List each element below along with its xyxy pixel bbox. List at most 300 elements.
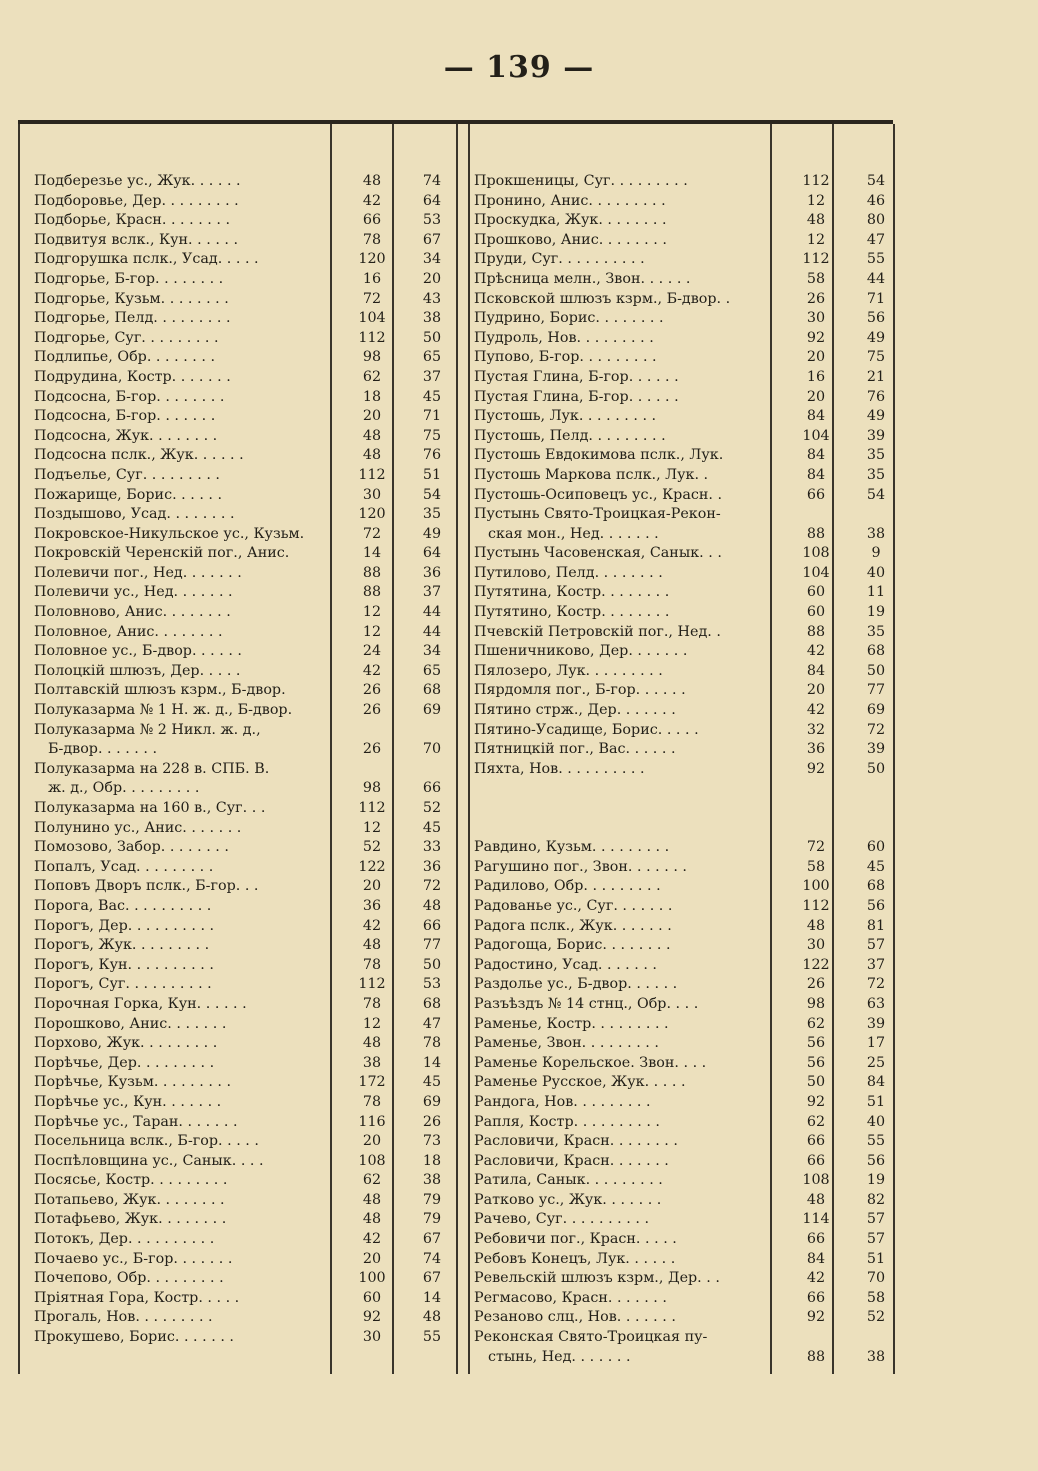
value-second: 44 [422,623,442,640]
place-name [34,1093,334,1113]
place-name [34,388,334,408]
place-name-line: Порога, Вас. . . . . . . . . . [34,897,212,914]
value-second: 9 [871,545,881,562]
place-name [474,740,774,760]
value-first: 12 [806,192,826,209]
place-name [474,721,774,741]
value-second: 17 [866,1035,886,1052]
place-name-line: Рачево, Суг. . . . . . . . . . [474,1211,649,1228]
table-row [474,701,894,721]
value-first: 30 [362,486,382,503]
place-name [34,1132,334,1152]
page-number: — 139 — [443,50,595,85]
place-name [474,583,774,603]
table-row [34,1289,454,1309]
value-second: 49 [866,329,886,346]
place-name-line: Подвитуя вслк., Кун. . . . . . [34,231,239,248]
value-first: 24 [362,643,382,660]
value-first: 100 [358,1270,386,1287]
value-first: 92 [806,1309,826,1326]
value-second: 79 [422,1211,442,1228]
table-row [474,1210,894,1230]
table-row [474,1308,894,1328]
place-name-line: Рандога, Нов. . . . . . . . . [474,1093,651,1110]
value-first: 112 [802,173,830,189]
value-first: 84 [806,662,826,679]
place-name [34,211,334,231]
value-second: 84 [866,1074,886,1091]
value-second: 69 [866,702,886,719]
value-first: 116 [358,1113,386,1130]
place-name [34,1210,334,1230]
table-row [34,877,454,897]
place-name [474,858,774,878]
place-name-line: Покровское-Никульское ус., Кузьм. [34,525,305,542]
table-row [34,858,454,878]
table-row [474,1093,894,1113]
value-first: 88 [362,584,382,601]
table-row [34,838,454,858]
place-name [474,603,774,623]
place-name [34,721,334,760]
value-second: 34 [422,251,442,268]
place-name [34,897,334,917]
table-row [34,172,454,192]
value-first: 104 [358,310,386,327]
value-second: 76 [422,447,442,464]
place-name [34,1328,334,1348]
value-second: 39 [866,427,886,444]
table-row [474,446,894,466]
table-row [474,564,894,584]
value-second: 48 [422,1309,442,1326]
place-name-line: Подгорье, Суг. . . . . . . . . [34,329,219,346]
table-row [34,642,454,662]
place-name-line: Подборовье, Дер. . . . . . . . . [34,192,239,209]
value-second: 78 [422,1035,442,1052]
place-name [34,642,334,662]
table-row [34,623,454,643]
value-first: 26 [806,976,826,993]
place-name [474,1034,774,1054]
place-name-line: Пустошь, Лук. . . . . . . . . [474,408,657,425]
place-name [474,446,774,466]
value-first: 98 [362,349,382,366]
place-name [34,838,334,858]
table-row [474,1132,894,1152]
value-second: 67 [422,1270,442,1287]
table-row [474,466,894,486]
value-second: 82 [866,1191,886,1208]
table-row [34,525,454,545]
place-name-line: Подрудина, Костр. . . . . . . [34,368,231,385]
table-row [474,642,894,662]
place-name [34,603,334,623]
value-second: 65 [422,662,442,679]
place-name-line: Потапьево, Жук. . . . . . . . [34,1191,225,1208]
place-name-line: Подберезье ус., Жук. . . . . . [34,173,241,189]
table-row [34,1308,454,1328]
place-name-line: Порогъ, Кун. . . . . . . . . . [34,956,214,973]
table-row [474,231,894,251]
value-second: 52 [866,1309,886,1326]
place-name-line: Радованье ус., Суг. . . . . . . [474,897,673,914]
table-row [474,740,894,760]
place-name-line: Пярдомля пог., Б-гор. . . . . . [474,682,686,699]
value-first: 30 [806,937,826,954]
place-name [34,662,334,682]
value-first: 78 [362,231,382,248]
column-rule [456,124,458,1374]
table-row [474,486,894,506]
value-first: 12 [362,819,382,836]
value-second: 45 [866,858,886,875]
place-name [34,681,334,701]
value-first: 112 [802,897,830,914]
value-first: 48 [806,212,826,229]
value-first: 18 [362,388,382,405]
value-second: 64 [422,545,442,562]
value-second: 43 [422,290,442,307]
value-second: 44 [866,270,886,287]
place-name [34,1015,334,1035]
place-name [474,1113,774,1133]
place-name-line: Путятино, Костр. . . . . . . . [474,604,670,621]
place-name-line: Пупово, Б-гор. . . . . . . . . [474,349,657,366]
place-name-line: Раменье, Костр. . . . . . . . . [474,1015,669,1032]
value-first: 20 [806,388,826,405]
place-name [34,525,334,545]
place-name [34,936,334,956]
value-second: 35 [866,466,886,483]
table-row [34,348,454,368]
value-first: 62 [362,1172,382,1189]
place-name [474,250,774,270]
value-second: 81 [866,917,886,934]
place-name [34,368,334,388]
value-first: 78 [362,1093,382,1110]
table-row [474,544,894,564]
table-row [34,466,454,486]
value-second: 55 [866,251,886,268]
place-name [34,623,334,643]
value-second: 38 [422,1172,442,1189]
value-first: 72 [362,290,382,307]
right-column [474,172,894,1367]
value-second: 45 [422,1074,442,1091]
table-row [34,603,454,623]
table-row [34,1015,454,1035]
table-row [34,1269,454,1289]
value-second: 56 [866,897,886,914]
value-second: 34 [422,643,442,660]
value-second: 40 [866,1113,886,1130]
value-first: 92 [362,1309,382,1326]
place-name [34,348,334,368]
value-second: 51 [422,466,442,483]
table-row [34,681,454,701]
table-row [474,1152,894,1172]
table-row [34,1191,454,1211]
place-name-line: Порѣчье, Дер. . . . . . . . . [34,1054,215,1071]
place-name [34,192,334,212]
value-second: 72 [866,976,886,993]
table-row [34,329,454,349]
value-second: 55 [422,1329,442,1346]
value-first: 48 [362,1211,382,1228]
place-name [34,427,334,447]
place-name [474,329,774,349]
place-name-line: Подлипье, Обр. . . . . . . . [34,349,216,366]
place-name [474,348,774,368]
value-first: 42 [362,917,382,934]
place-name-line: Полтавскій шлюзъ кзрм., Б-двор. [34,682,286,699]
value-first: 20 [362,1250,382,1267]
place-name [34,231,334,251]
table-row [474,192,894,212]
place-name-line: Расловичи, Красн. . . . . . . . [474,1133,678,1150]
place-name-line: Прогаль, Нов. . . . . . . . . [34,1309,213,1326]
value-second: 50 [866,760,886,777]
value-first: 66 [362,212,382,229]
value-first: 48 [362,937,382,954]
place-name-continuation: Б-двор. . . . . . . [48,741,158,758]
value-second: 58 [866,1289,886,1306]
value-second: 70 [866,1270,886,1287]
table-row [474,1113,894,1133]
place-name-line: Проскудка, Жук. . . . . . . . [474,212,667,229]
place-name [34,917,334,937]
column-rule [468,124,470,1374]
value-first: 66 [806,1231,826,1248]
place-name-line: Поповъ Дворъ пслк., Б-гор. . . [34,878,259,895]
place-name-line: Расловичи, Красн. . . . . . . [474,1152,669,1169]
place-name-line: Подгорушка пслк., Усад. . . . . [34,251,259,268]
place-name [34,1054,334,1074]
table-row [34,1328,454,1348]
place-name-line: Порхово, Жук. . . . . . . . . [34,1035,218,1052]
value-second: 74 [422,1250,442,1267]
value-first: 172 [358,1074,386,1091]
table-row [474,877,894,897]
place-name [474,1015,774,1035]
place-name [34,505,334,525]
place-name [474,956,774,976]
place-name-line: Радилово, Обр. . . . . . . . . [474,878,661,895]
place-name-line: Пустошь, Пелд. . . . . . . . . [474,427,666,444]
place-name-line: Раменье Русское, Жук. . . . . [474,1074,686,1091]
value-first: 66 [806,1133,826,1150]
value-second: 48 [422,897,442,914]
table-row [474,407,894,427]
value-second: 56 [866,310,886,327]
value-second: 53 [422,976,442,993]
value-second: 57 [866,1231,886,1248]
place-name [474,1073,774,1093]
place-name-line: Полоцкій шлюзъ, Дер. . . . . [34,662,241,679]
place-name-line: Резаново слц., Нов. . . . . . . [474,1309,676,1326]
value-second: 50 [422,956,442,973]
table-row [474,211,894,231]
value-second: 36 [422,564,442,581]
table-row [474,838,894,858]
place-name [474,270,774,290]
place-name-line: Путятина, Костр. . . . . . . . [474,584,670,601]
value-first: 42 [806,702,826,719]
place-name [474,1152,774,1172]
value-second: 75 [422,427,442,444]
table-row [474,427,894,447]
place-name-line: Радога пслк., Жук. . . . . . . [474,917,672,934]
place-name [474,1250,774,1270]
place-name [34,701,334,721]
place-name-line: Пронино, Анис. . . . . . . . . [474,192,666,209]
value-first: 20 [362,1133,382,1150]
table-row [34,701,454,721]
value-second: 76 [866,388,886,405]
place-name [474,192,774,212]
value-second: 45 [422,388,442,405]
place-name-line: Ревельскій шлюзъ кзрм., Дер. . . [474,1270,720,1287]
value-second: 35 [422,506,442,523]
value-second: 53 [422,212,442,229]
value-first: 50 [806,1074,826,1091]
table-row [474,388,894,408]
table-row [34,917,454,937]
place-name-line: Потокъ, Дер. . . . . . . . . . [34,1231,215,1248]
table-row [34,1132,454,1152]
place-name-line: Половное ус., Б-двор. . . . . . [34,643,242,660]
value-first: 26 [362,741,382,758]
value-first: 42 [806,643,826,660]
table-row [34,1210,454,1230]
place-name [34,1308,334,1328]
place-name-line: Полунино ус., Анис. . . . . . . [34,819,242,836]
table-row [34,819,454,839]
value-first: 48 [362,447,382,464]
table-row [34,427,454,447]
value-second: 51 [866,1093,886,1110]
place-name-line: Порогъ, Жук. . . . . . . . . [34,937,210,954]
place-name [34,1073,334,1093]
table-row [474,1269,894,1289]
value-second: 77 [422,937,442,954]
value-second: 68 [422,682,442,699]
value-second: 35 [866,447,886,464]
table-row [34,1093,454,1113]
table-row [34,309,454,329]
value-first: 98 [362,780,382,797]
table-row [34,995,454,1015]
value-first: 112 [358,466,386,483]
place-name [474,1328,774,1367]
table-row [474,505,894,544]
table-row [34,564,454,584]
value-first: 62 [806,1113,826,1130]
place-name-line: Пудроль, Нов. . . . . . . . . [474,329,654,346]
place-name-line: Пустая Глина, Б-гор. . . . . . [474,368,679,385]
value-first: 98 [806,995,826,1012]
value-first: 84 [806,1250,826,1267]
table-row [474,779,894,799]
value-first: 12 [362,623,382,640]
place-name-line: Пудрино, Борис. . . . . . . . [474,310,664,327]
value-first: 42 [362,662,382,679]
table-row [34,486,454,506]
value-first: 60 [362,1289,382,1306]
value-second: 18 [422,1152,442,1169]
table-row [34,231,454,251]
table-row [474,329,894,349]
place-name-line: Радогоща, Борис. . . . . . . . [474,937,671,954]
place-name-line: Порогъ, Дер. . . . . . . . . . [34,917,215,934]
place-name-line: Равдино, Кузьм. . . . . . . . . [474,839,670,856]
table-row [474,917,894,937]
value-second: 50 [422,329,442,346]
value-second: 45 [422,819,442,836]
value-second: 68 [422,995,442,1012]
place-name [34,1289,334,1309]
table-row [474,583,894,603]
place-name-line: Подгорье, Кузьм. . . . . . . . [34,290,229,307]
place-name [34,1152,334,1172]
value-second: 21 [866,368,886,385]
table-row [34,1171,454,1191]
place-name-line: Половное, Анис. . . . . . . . [34,623,223,640]
value-second: 72 [422,878,442,895]
place-name-line: Путилово, Пелд. . . . . . . . [474,564,663,581]
value-first: 48 [806,917,826,934]
value-first: 12 [362,1015,382,1032]
place-name [34,270,334,290]
value-second: 54 [866,173,886,189]
place-name [474,1132,774,1152]
place-name-line: Подгорье, Б-гор. . . . . . . . [34,270,224,287]
table-row [474,603,894,623]
value-first: 12 [362,604,382,621]
value-first: 120 [358,251,386,268]
value-second: 70 [422,741,442,758]
value-first: 62 [362,368,382,385]
place-name [474,1191,774,1211]
place-name [34,290,334,310]
place-name [474,897,774,917]
value-second: 64 [422,192,442,209]
table-row [474,270,894,290]
value-first: 26 [362,682,382,699]
place-name-line: Пустынь Часовенская, Санык. . . [474,545,722,562]
value-second: 36 [422,858,442,875]
place-name-line: Половново, Анис. . . . . . . . [34,604,231,621]
value-first: 42 [806,1270,826,1287]
table-row [34,192,454,212]
value-first: 92 [806,760,826,777]
value-first: 48 [362,1191,382,1208]
value-second: 56 [866,1152,886,1169]
table-row [34,1034,454,1054]
table-row [34,446,454,466]
place-name-line: Пятино стрж., Дер. . . . . . . [474,702,676,719]
value-second: 25 [866,1054,886,1071]
place-name-line: Поздышово, Усад. . . . . . . . [34,506,235,523]
value-second: 37 [422,368,442,385]
value-second: 39 [866,741,886,758]
value-first: 20 [362,408,382,425]
value-second: 52 [422,800,442,816]
table-row [34,1113,454,1133]
place-name-line: Пожарище, Борис. . . . . . [34,486,223,503]
value-first: 122 [802,956,830,973]
